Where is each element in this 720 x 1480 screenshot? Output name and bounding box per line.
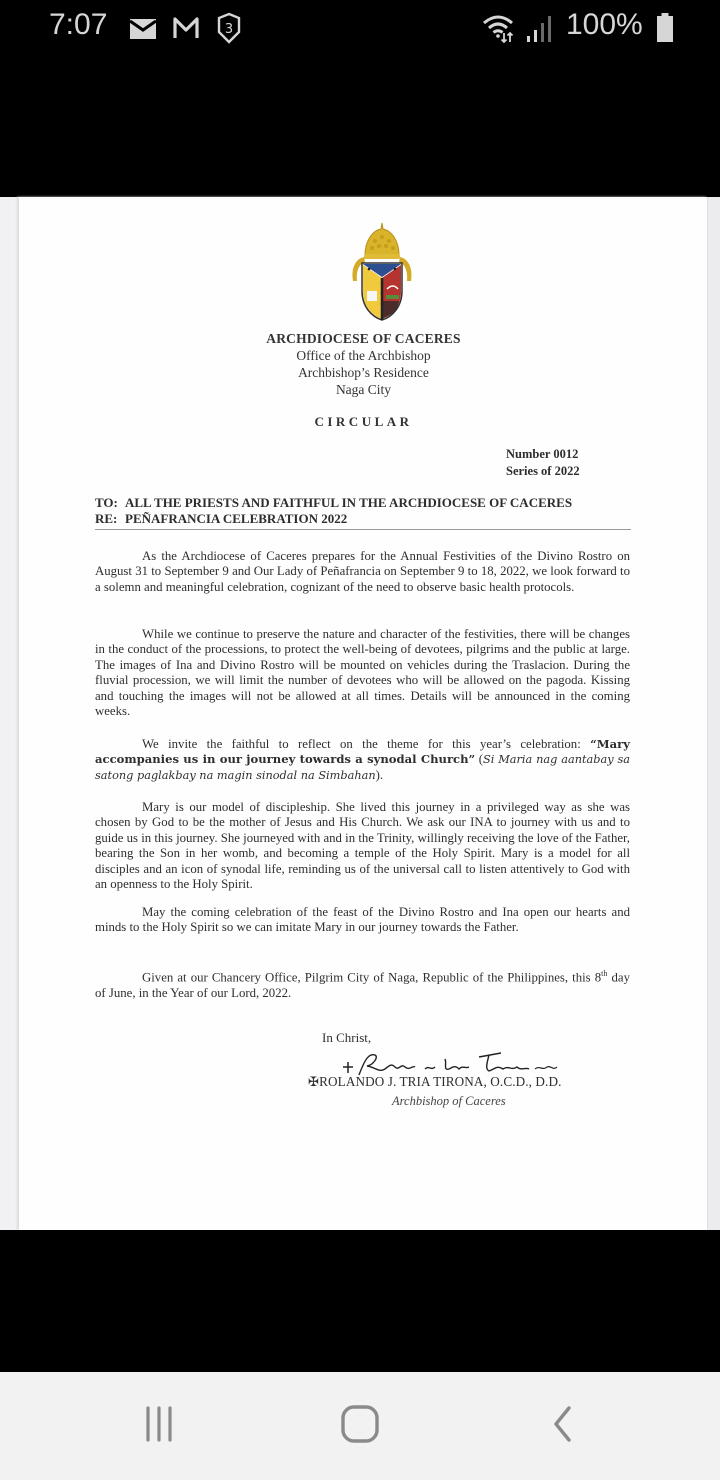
body-paragraph-2: While we continue to preserve the nature and character of the festivities, there will be changes in the conduct of the processions, to protect the well-being of devotees, pilgrims and the public at large. The images of Ina and Divino Rostro will be mounted on vehicles during the Traslacion. During the fluvial procession, we will limit the number of devotees who will be allowed on the pagoda. Kissing and touching the images will not be allowed at all times. Details will be announced in the coming weeks. [95, 627, 630, 719]
document-viewer[interactable] [0, 197, 720, 1230]
to-value: ALL THE PRIESTS AND FAITHFUL IN THE ARCHDIOCESE OF CACERES [125, 495, 573, 510]
back-icon [551, 1404, 575, 1448]
archdiocese-crest-icon [347, 221, 417, 321]
signer-title: Archbishop of Caceres [392, 1094, 506, 1108]
viewer-right-edge [707, 197, 720, 1230]
signal-icon [526, 14, 552, 46]
body-paragraph-5: May the coming celebration of the feast of the Divino Rostro and Ina open our hearts and minds to the Holy Spirit so we can imitate Mary in our journey towards the Father. [95, 905, 630, 935]
notification-count-icon [216, 12, 242, 48]
home-button[interactable] [300, 1372, 420, 1480]
document-type: CIRCULAR [314, 414, 413, 429]
navigation-bar [0, 1372, 720, 1480]
status-bar [0, 0, 720, 60]
home-icon [340, 1404, 380, 1448]
document-page[interactable] [19, 197, 708, 1230]
closing-salutation: In Christ, [322, 1030, 372, 1045]
theme-title: “Mary accompanies us in our journey towards a synodal Church” [95, 737, 630, 767]
letterhead-residence: Archbishop’s Residence [298, 365, 429, 380]
gmail-icon [172, 16, 200, 44]
body-paragraph-1: As the Archdiocese of Caceres prepares for the Annual Festivities of the Divino Rostro on August 31 to September 9 and Our Lady of Peñafrancia on September 9 to 18, 2022, we look forward to a solemn and meaningful celebration, cognizant of the need to observe basic health protocols. [95, 549, 630, 594]
battery-percent: 100% [566, 8, 643, 41]
paren-close: ). [375, 767, 384, 782]
paren-open: ( [475, 752, 483, 767]
theme-translation: Si Maria nag aantabay sa satong paglakbay na magin sinodal na Simbahan [95, 753, 630, 782]
status-time: 7:07 [49, 8, 108, 41]
recent-apps-button[interactable] [99, 1372, 219, 1480]
mail-icon [129, 18, 157, 44]
circular-number-block [506, 446, 580, 480]
to-label: TO: [95, 495, 118, 510]
circular-number: Number 0012 [506, 447, 579, 461]
recent-apps-icon [141, 1404, 177, 1448]
re-value: PEÑAFRANCIA CELEBRATION 2022 [125, 511, 348, 526]
re-line [95, 511, 631, 527]
wifi-data-icon [481, 12, 519, 48]
signer-name: ✠ROLANDO J. TRIA TIRONA, O.C.D., D.D. [308, 1074, 562, 1089]
theme-intro: We invite the faithful to reflect on the theme for this year’s celebration: [142, 737, 591, 751]
given-text: Given at our Chancery Office, Pilgrim City of Naga, Republic of the Philippines, this 8 [142, 970, 602, 985]
battery-icon [656, 13, 674, 47]
viewer-background [0, 1230, 720, 1372]
body-paragraph-6 [95, 966, 630, 1001]
ordinal-suffix: th [601, 969, 608, 978]
body-paragraph-4: Mary is our model of discipleship. She lived this journey in a privileged way as she was chosen by God to be the mother of Jesus and His Church. We ask our INA to journey with us and to guide us in this journey. She journeyed with and in the Trinity, willingly receiving the love of the Father, bearing the Son in her womb, and becoming a temple of the Holy Spirit. Mary is a model for all disciples and an icon of synodal life, reminding us of the universal call to listen attentively to God with an openness to the Holy Spirit. [95, 800, 630, 892]
back-button[interactable] [503, 1372, 623, 1480]
to-line [95, 495, 631, 511]
given-text-end: day of June, in the Year of our Lord, 2022. [95, 970, 630, 1000]
addressee-block [95, 495, 631, 530]
body-paragraph-3 [95, 737, 630, 783]
re-label: RE: [95, 511, 118, 526]
letterhead-office: Office of the Archbishop [296, 348, 431, 363]
svg-text:3: 3 [224, 22, 234, 37]
letterhead-organization: ARCHDIOCESE OF CACERES [266, 331, 461, 346]
circular-series: Series of 2022 [506, 464, 580, 478]
letterhead-city: Naga City [335, 382, 392, 397]
